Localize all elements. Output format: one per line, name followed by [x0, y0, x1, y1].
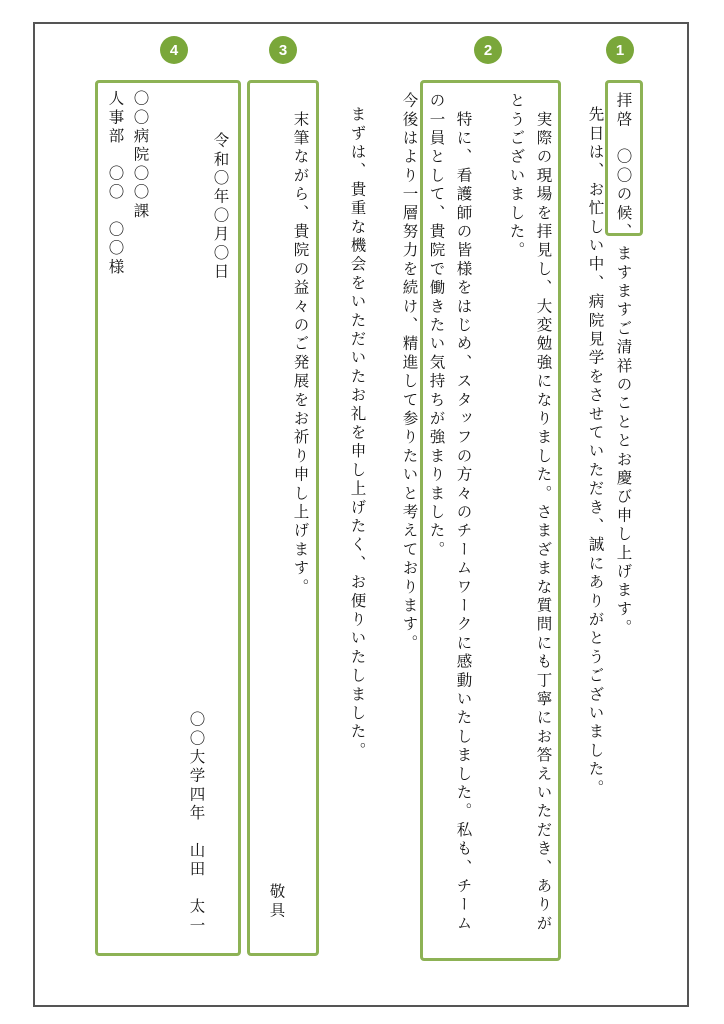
body-line-3: 特に、看護師の皆様をはじめ、スタッフの方々のチームワークに感動いたしました。私も、チーム [454, 92, 473, 934]
date-text: 令和〇年〇月〇日 [211, 132, 230, 282]
badge-1: 1 [606, 36, 634, 64]
greeting-continuation: ますますご清祥のこととお慶び申し上げます。 [614, 245, 633, 638]
body-line-6: まずは、貴重な機会をいただいたお礼を申し上げたく、お便りいたしました。 [348, 106, 367, 761]
body-line-4: の一員として、貴院で働きたい気持ちが強まりました。 [427, 92, 446, 560]
badge-3: 3 [269, 36, 297, 64]
body-line-5: 今後はより一層努力を続け、精進して参りたいと考えております。 [400, 92, 419, 653]
body-line-2: とうございました。 [507, 92, 526, 261]
recipient-org: 〇〇病院〇〇課 [131, 90, 150, 221]
closing-line: 末筆ながら、貴院の益々のご発展をお祈り申し上げます。 [291, 92, 310, 597]
badge-4: 4 [160, 36, 188, 64]
badge-2: 2 [474, 36, 502, 64]
recipient-name: 人事部 〇〇 〇〇様 [106, 90, 125, 277]
greeting-text: 拝啓 〇〇の候、 [614, 92, 633, 242]
keigu-text: 敬具 [267, 883, 286, 921]
sender-text: 〇〇大学四年 山田 太一 [187, 711, 206, 936]
body-line-1: 実際の現場を拝見し、大変勉強になりました。さまざまな質問にも丁寧にお答えいただき、ありが [534, 92, 553, 934]
thanks-line: 先日は、お忙しい中、病院見学をさせていただき、誠にありがとうございました。 [586, 106, 605, 798]
